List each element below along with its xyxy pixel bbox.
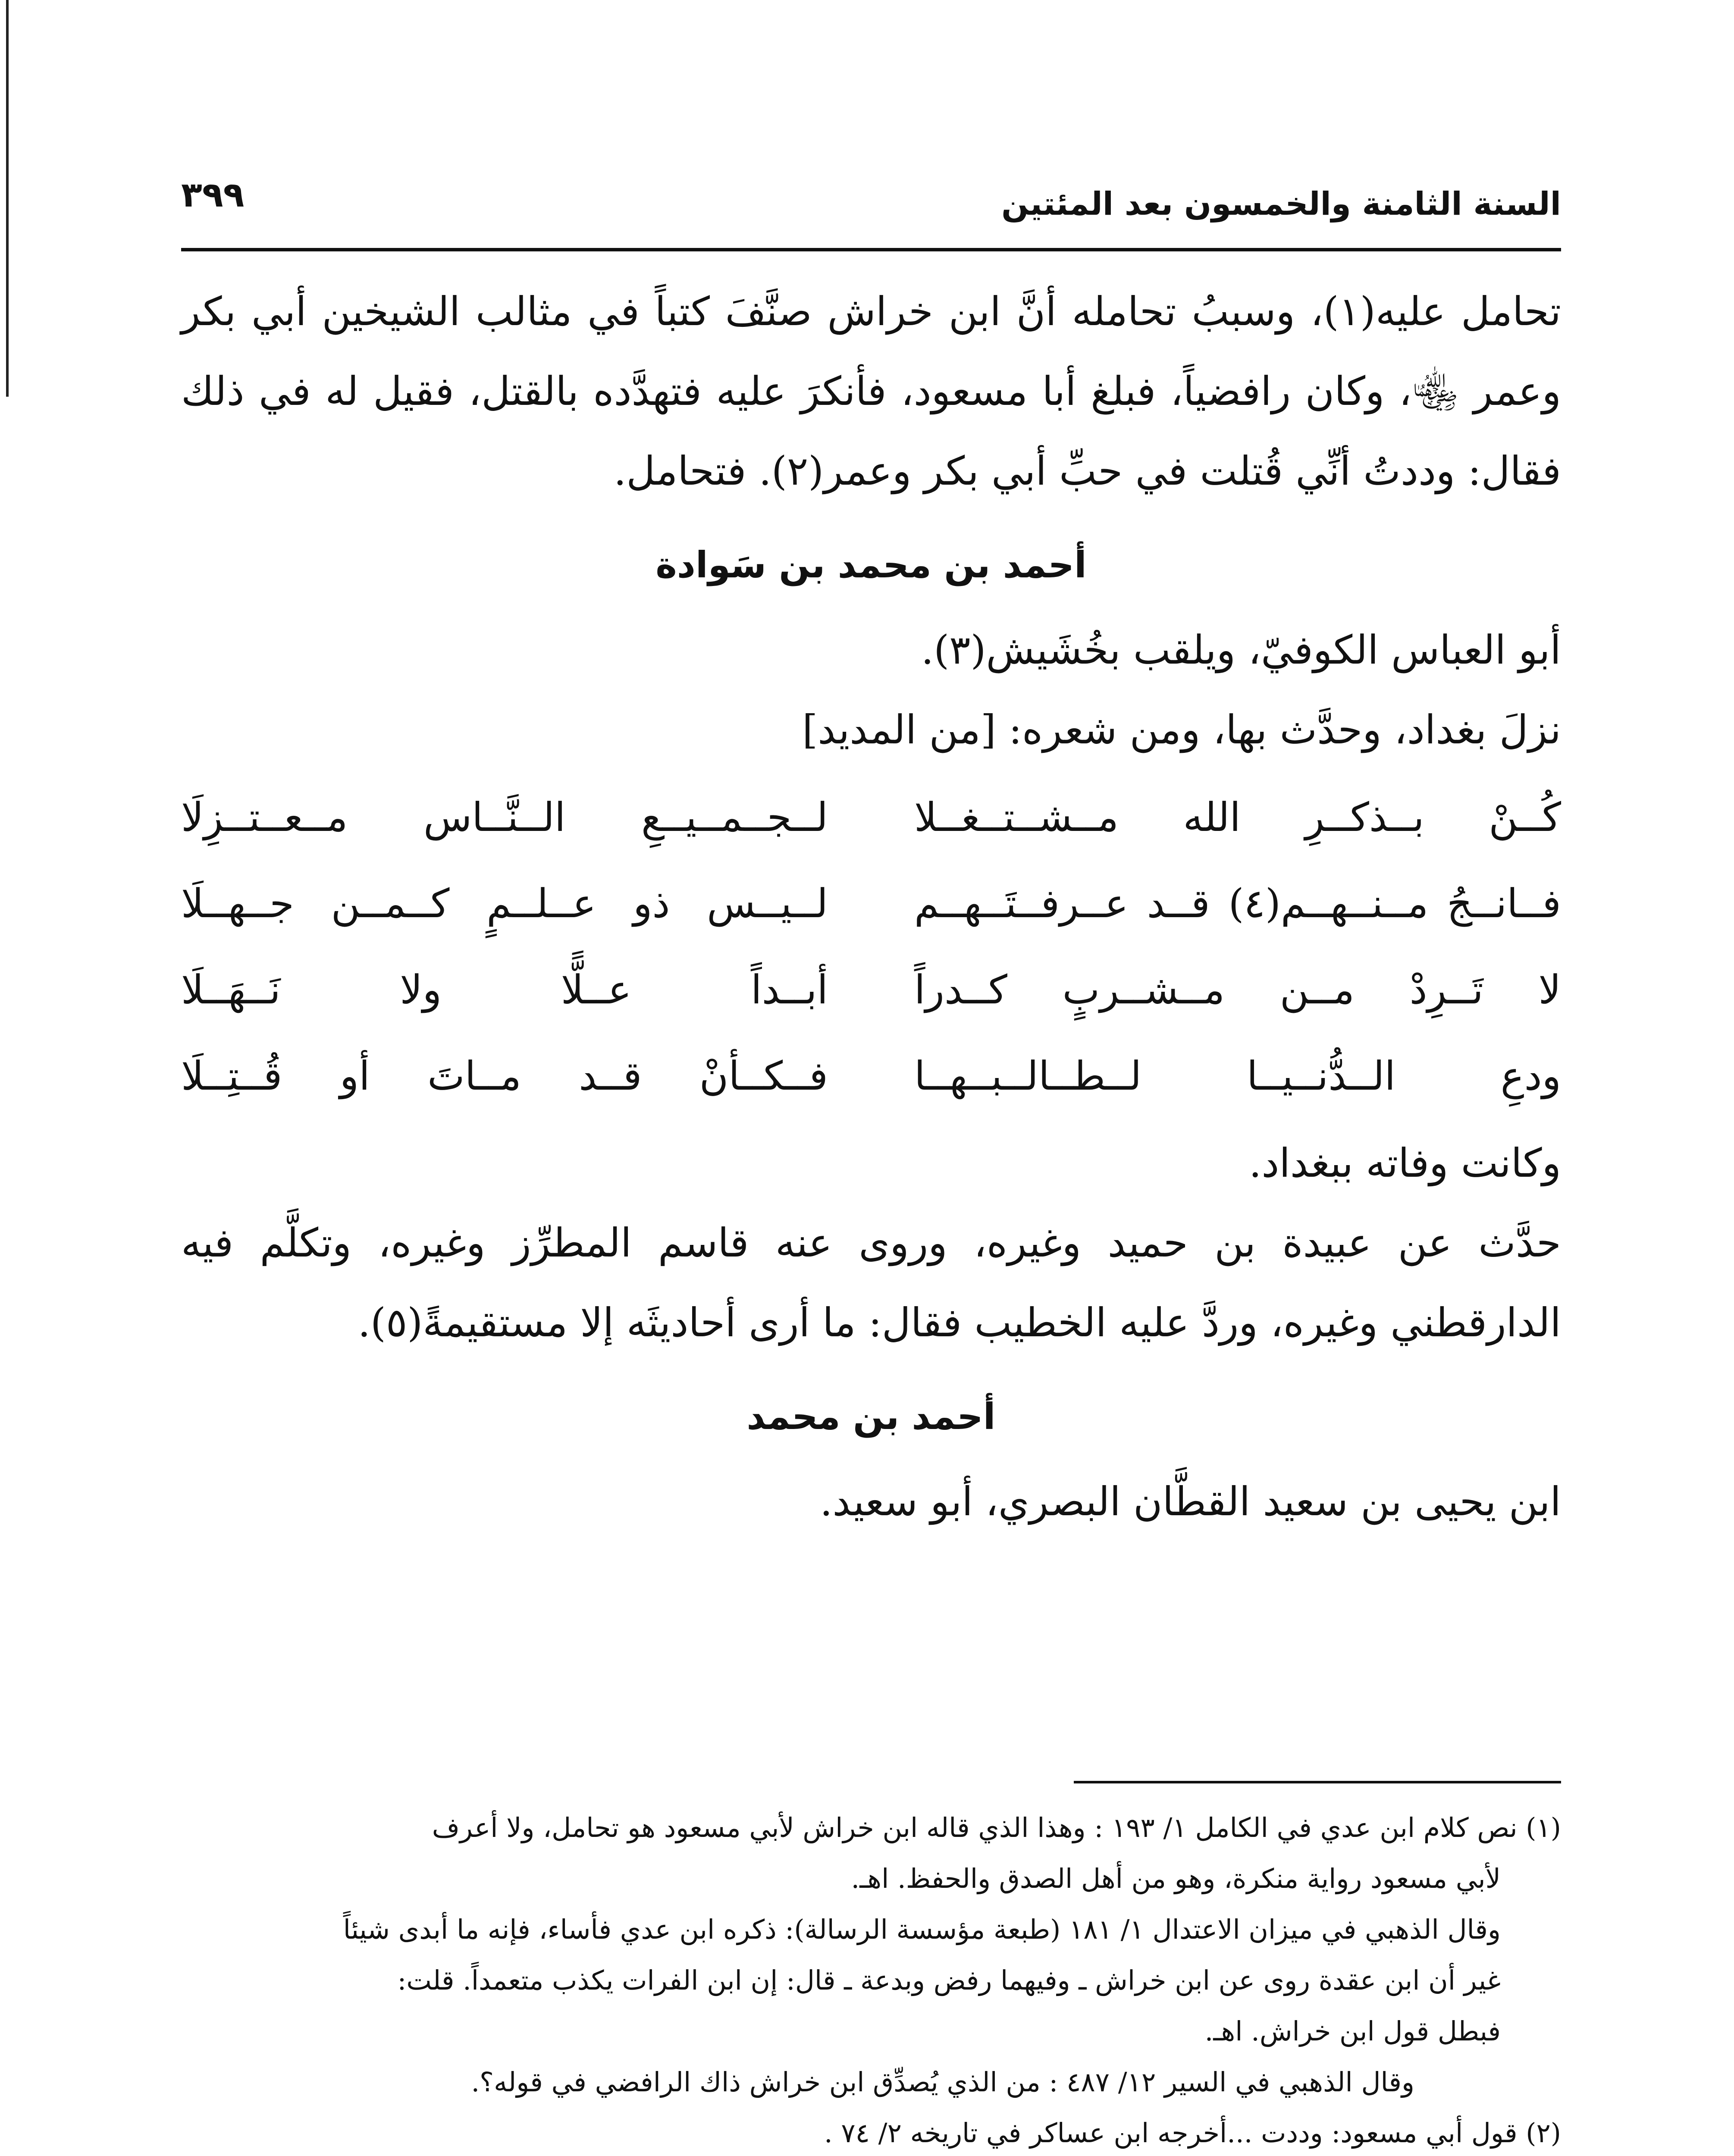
paragraph-6: ابن يحيى بن سعيد القطَّان البصري، أبو سعيد. [820,1479,1561,1525]
verse-first-hemistich: ودعِ الــدُّنــيــا لــطــالــبــهــا [914,1053,1561,1099]
paragraph-3: نزلَ بغداد، وحدَّث بها، ومن شعره: [من المديد] [802,707,1561,753]
book-page [181,0,1561,2156]
paragraph-5: حدَّث عن عبيدة بن حميد وغيره، وروى عنه قاسم المطرِّز وغيره، وتكلَّم فيه الدارقطني وغيره، وردَّ عليه الخطيب فقال: ما أرى أحاديثَه إلا مستقيمةً(٥). [181,1220,1562,1346]
poem-verse [181,1033,1561,1119]
footnote-2: (٢) قول أبي مسعود: وددت ...أخرجه ابن عساكر في تاريخه ٢/ ٧٤ . [824,2117,1561,2149]
verse-second-hemistich: لــجــمــيــعِ الــنَّــاس مــعــتــزِلَا [181,794,828,840]
verse-second-hemistich: لــيــس ذو عــلــمٍ كــمــن جــهــلَا [181,880,828,927]
main-text [181,272,1561,1542]
footnote-1-line: غير أن ابن عقدة روى عن ابن خراش ـ وفيهما رفض وبدعة ـ قال: إن ابن الفرات يكذب متعمداً. قلت: [397,1965,1501,1996]
page-header [181,172,1561,237]
poem [181,774,1561,1119]
running-title: السنة الثامنة والخمسون بعد المئتين [1001,185,1561,222]
paragraph-1: تحامل عليه(١)، وسببُ تحامله أنَّ ابن خراش صنَّفَ كتباً في مثالب الشيخين أبي بكر وعمر ﵄، وكان رافضياً، فبلغ أبا مسعود، فأنكرَ عليه فتهدَّده بالقتل، فقيل له في ذلك فقال: وددتُ أنِّي قُتلت في حبِّ أبي بكر وعمر(٢). فتحامل. [181,288,1561,494]
footnotes [181,1802,1561,2156]
biography-heading-1: أحمد بن محمد بن سَوادة [655,544,1087,586]
verse-second-hemistich: أبــداً عــلًّا ولا نَــهَــلَا [181,966,828,1013]
paragraph-4: وكانت وفاته ببغداد. [1249,1140,1561,1186]
poem-verse [181,946,1561,1033]
page-number: ٣٩٩ [181,175,245,215]
binding-edge-line [6,0,9,397]
poem-verse [181,860,1561,946]
paragraph-2: أبو العباس الكوفيّ، ويلقب بخُشَيش(٣). [921,627,1561,673]
footnote-1-line: وقال الذهبي في السير ١٢/ ٤٨٧ : من الذي يُصدِّق ابن خراش ذاك الرافضي في قوله؟. [471,2066,1414,2098]
biography-heading-2: أحمد بن محمد [746,1395,996,1438]
header-divider [181,248,1561,251]
footnote-1-line: لأبي مسعود رواية منكرة، وهو من أهل الصدق والحفظ. اهـ. [851,1863,1501,1894]
footnote-1-line: فبطل قول ابن خراش. اهـ. [1204,2015,1501,2047]
poem-verse [181,774,1561,860]
verse-first-hemistich: فــانــجُ مــنــهــم(٤) قــد عــرفــتَــهــم [914,880,1561,927]
verse-first-hemistich: كُــنْ بــذكــرِ الله مــشــتــغــلا [914,794,1561,840]
footnote-1-line: (١) نص كلام ابن عدي في الكامل ١/ ١٩٣ : وهذا الذي قاله ابن خراش لأبي مسعود هو تحامل، ولا أعرف [432,1812,1561,1843]
footnote-divider [1074,1781,1561,1783]
verse-first-hemistich: لا تَــرِدْ مــن مــشــربٍ كــدراً [914,966,1561,1013]
verse-second-hemistich: فــكــأنْ قــد مــاتَ أو قُــتِــلَا [181,1053,828,1099]
footnote-1-line: وقال الذهبي في ميزان الاعتدال ١/ ١٨١ (طبعة مؤسسة الرسالة): ذكره ابن عدي فأساء، فإنه ما أبدى شيئاً [343,1914,1501,1945]
